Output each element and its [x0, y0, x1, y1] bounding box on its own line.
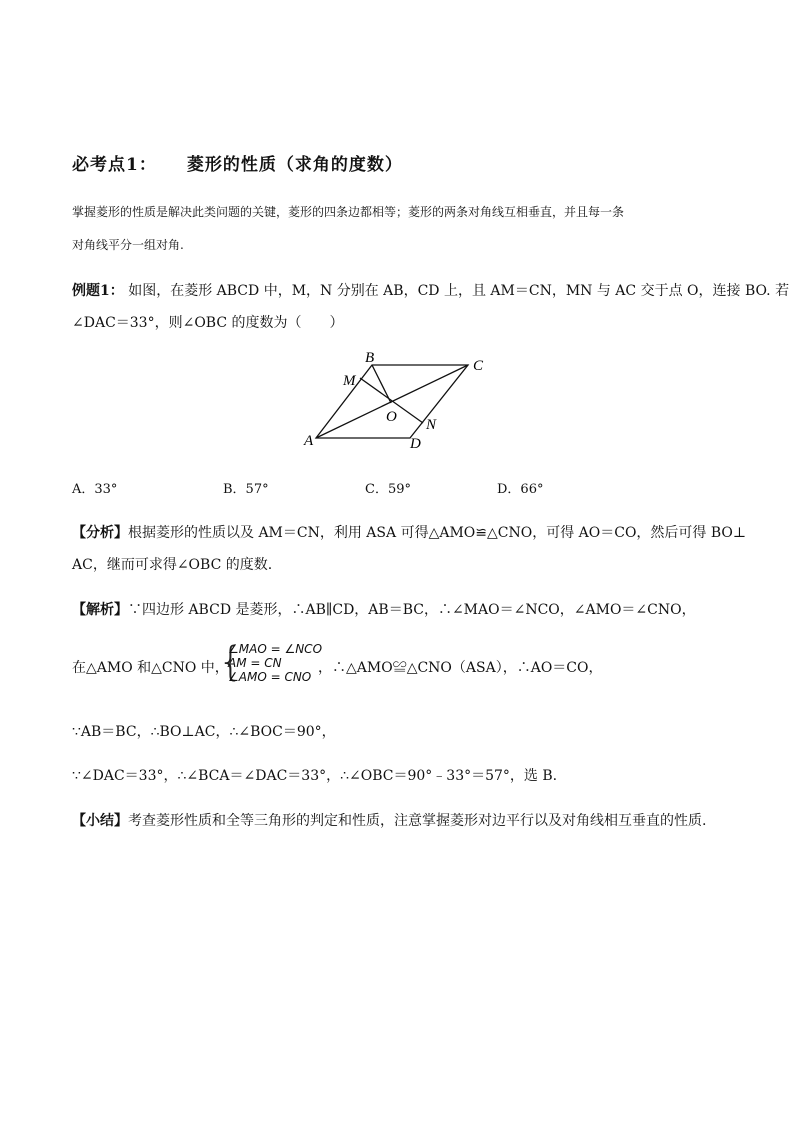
solution-text-1: ∵四边形 ABCD 是菱形，∴AB∥CD，AB＝BC，∴∠MAO＝∠NCO，∠AMO＝∠CNO，	[128, 602, 696, 618]
system-eq-2: AM = CN	[228, 656, 282, 670]
section-heading: 菱形的性质（求角的度数）	[186, 155, 403, 175]
system-brace: {	[218, 639, 244, 685]
label-d: D	[410, 436, 421, 452]
rhombus-figure	[300, 345, 500, 455]
example-line-1	[72, 280, 789, 300]
intro-line-2: 对角线平分一组对角.	[72, 238, 184, 252]
option-d: D．66°	[497, 482, 544, 497]
solution-line-1	[72, 599, 696, 619]
solution-line-3: ∵AB＝BC，∴BO⊥AC，∴∠BOC＝90°，	[72, 724, 336, 740]
summary-text: 考查菱形性质和全等三角形的判定和性质，注意掌握菱形对边平行以及对角线相互垂直的性质.	[128, 813, 707, 829]
option-c: C．59°	[365, 482, 411, 497]
summary-line	[72, 810, 706, 830]
solution-line-4: ∵∠DAC＝33°，∴∠BCA＝∠DAC＝33°，∴∠OBC＝90°﹣33°＝57°，选 B.	[72, 768, 558, 784]
analysis-tag: 【分析】	[72, 525, 128, 541]
analysis-text-1: 根据菱形的性质以及 AM＝CN，利用 ASA 可得△AMO≌△CNO，可得 AO＝CO，然后可得 BO⊥	[128, 525, 747, 541]
intro-line-1: 掌握菱形的性质是解决此类问题的关键，菱形的四条边都相等；菱形的两条对角线互相垂直，并且每一条	[72, 205, 625, 219]
solution-line-2-suffix: ，∴△AMO≌△CNO（ASA），∴AO＝CO，	[318, 660, 603, 676]
example-question-1: 如图，在菱形 ABCD 中，M，N 分别在 AB，CD 上，且 AM＝CN，MN 与 AC 交于点 O，连接 BO. 若	[128, 283, 790, 299]
example-line-2: ∠DAC＝33°，则∠OBC 的度数为（ ）	[72, 315, 344, 331]
solution-line-2-prefix: 在△AMO 和△CNO 中，	[72, 660, 229, 676]
label-b: B	[365, 350, 375, 366]
option-a: A．33°	[72, 482, 118, 497]
label-m: M	[343, 373, 356, 389]
label-n: N	[426, 417, 437, 433]
system-eq-3: ∠AMO = CNO	[228, 670, 312, 684]
option-b: B．57°	[223, 482, 269, 497]
example-label: 例题1：	[72, 283, 124, 299]
label-o: O	[386, 409, 397, 425]
system-eq-1: ∠MAO = ∠NCO	[228, 642, 323, 656]
summary-tag: 【小结】	[72, 813, 128, 829]
solution-tag: 【解析】	[72, 602, 128, 618]
analysis-line-1	[72, 522, 746, 542]
section-title	[72, 150, 403, 175]
section-number: 必考点1：	[72, 155, 157, 175]
segment-bo	[372, 365, 391, 403]
analysis-line-2: AC，继而可求得∠OBC 的度数.	[72, 557, 273, 573]
label-a: A	[304, 433, 314, 449]
label-c: C	[473, 358, 484, 374]
